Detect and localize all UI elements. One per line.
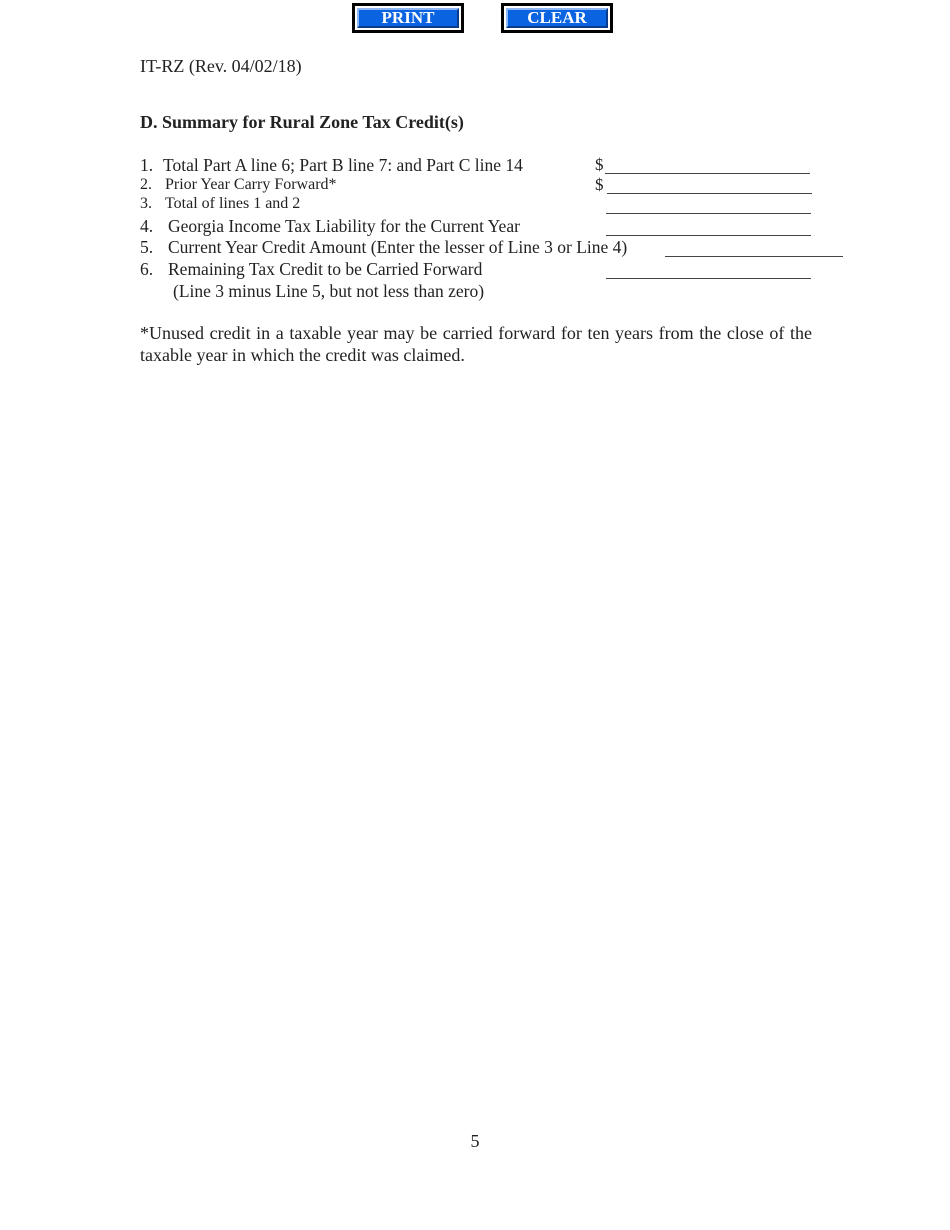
- clear-button[interactable]: [501, 3, 613, 33]
- line-2-number: 2.: [140, 176, 152, 193]
- section-title: D. Summary for Rural Zone Tax Credit(s): [140, 112, 464, 132]
- footnote: *Unused credit in a taxable year may be carried forward for ten years from the close of the taxable year in which the credit was claimed.: [140, 323, 812, 365]
- line-3-label: Total of lines 1 and 2: [165, 195, 301, 212]
- print-button[interactable]: [352, 3, 464, 33]
- form-id: IT-RZ (Rev. 04/02/18): [140, 56, 302, 76]
- page-number: 5: [470, 1131, 480, 1151]
- line-2-dollar: $: [595, 175, 604, 194]
- line-4-label: Georgia Income Tax Liability for the Current Year: [168, 216, 520, 236]
- line-6-number: 6.: [140, 259, 154, 279]
- line-3-field[interactable]: [606, 197, 811, 214]
- line-5-number: 5.: [140, 237, 154, 257]
- print-button-label: PRINT: [357, 8, 459, 28]
- line-6-sublabel: (Line 3 minus Line 5, but not less than zero): [173, 281, 485, 301]
- line-5-label: Current Year Credit Amount (Enter the lesser of Line 3 or Line 4): [168, 237, 628, 257]
- line-4-number: 4.: [140, 216, 154, 236]
- line-2-field[interactable]: [607, 177, 812, 194]
- clear-button-label: CLEAR: [506, 8, 608, 28]
- line-5-field[interactable]: [665, 240, 843, 257]
- line-1-number: 1.: [140, 155, 154, 175]
- line-4-field[interactable]: [606, 219, 811, 236]
- line-3-number: 3.: [140, 195, 152, 212]
- line-1-dollar: $: [595, 155, 604, 174]
- line-1-field[interactable]: [605, 157, 810, 174]
- line-1-label: Total Part A line 6; Part B line 7: and Part C line 14: [163, 155, 523, 175]
- line-2-label: Prior Year Carry Forward*: [165, 176, 337, 193]
- line-6-field[interactable]: [606, 262, 811, 279]
- line-6-label: Remaining Tax Credit to be Carried Forward: [168, 259, 483, 279]
